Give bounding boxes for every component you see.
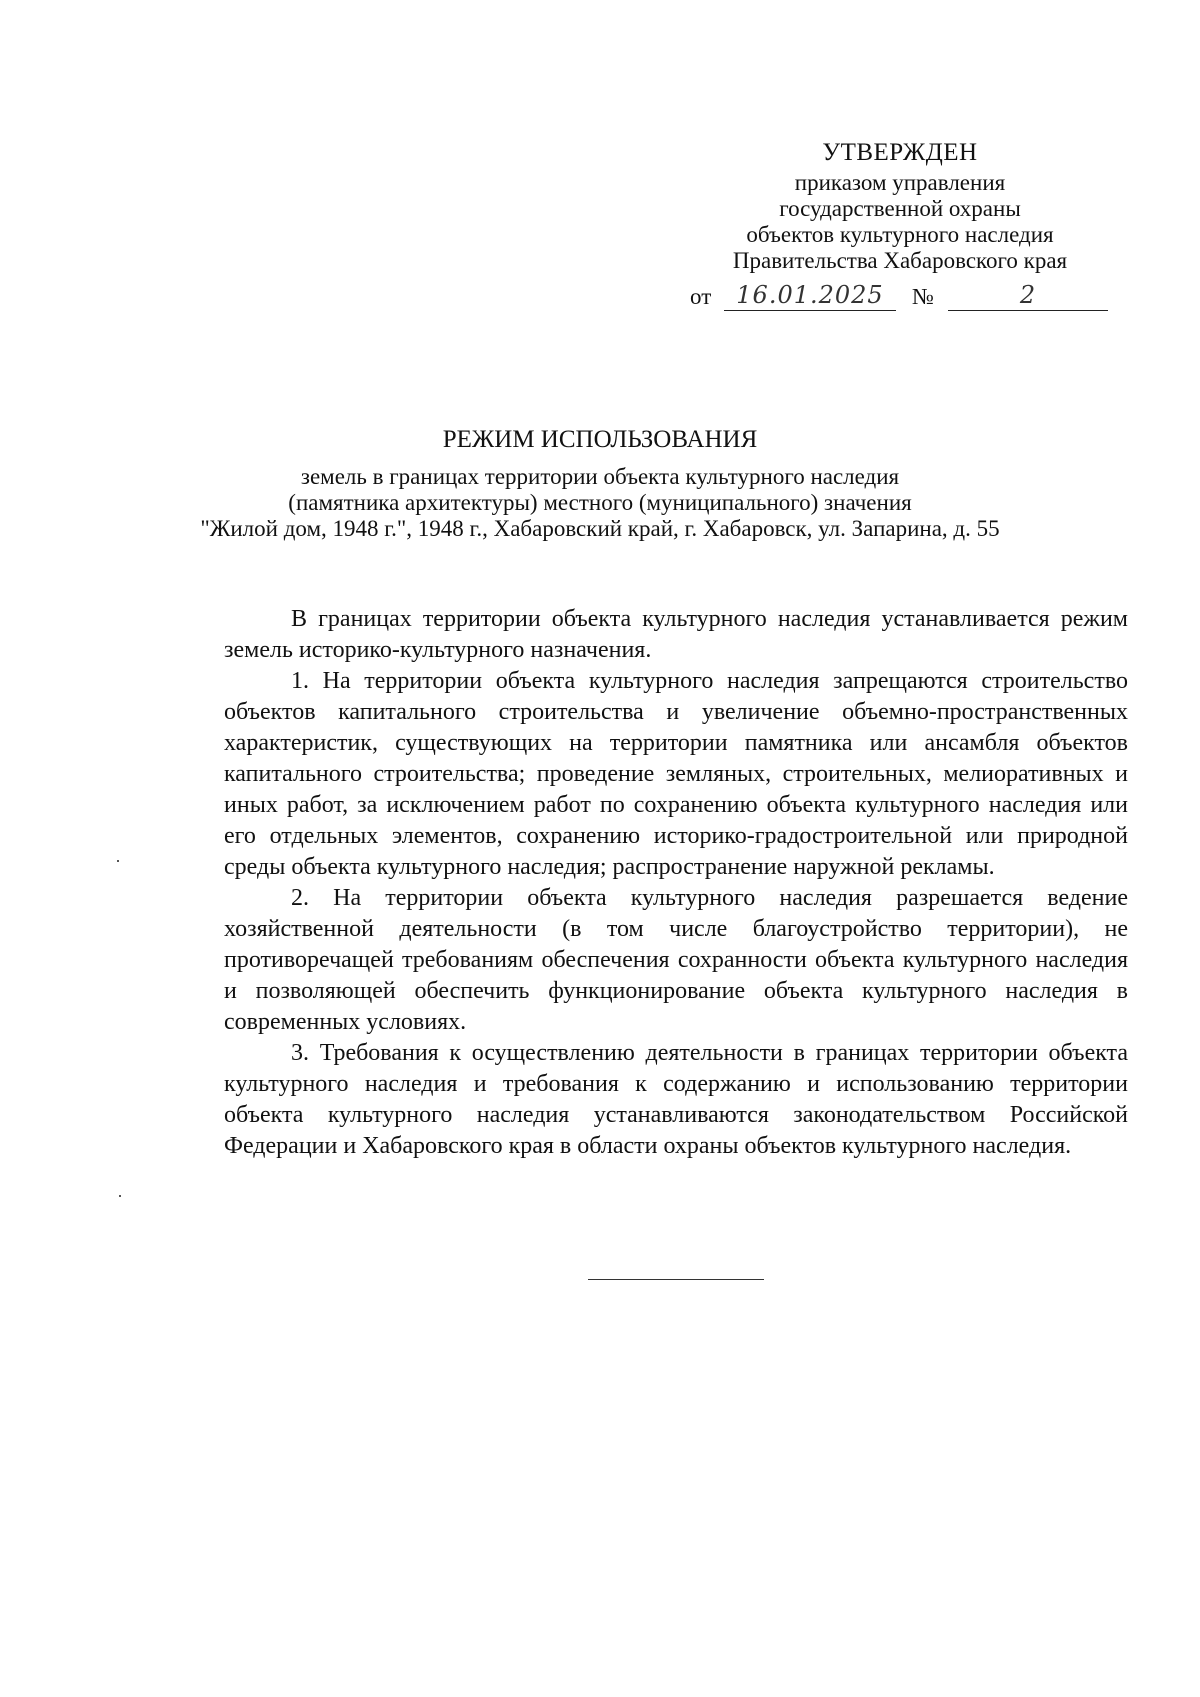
number-prefix: № [912, 284, 934, 309]
order-date-number-line [690, 280, 1110, 316]
approval-line-3: объектов культурного наследия [746, 222, 1054, 247]
approval-line-2: государственной охраны [779, 196, 1021, 221]
approval-line-1: приказом управления [794, 170, 1006, 195]
handwritten-date: 16.01.2025 [724, 280, 896, 311]
document-subtitle [200, 464, 1000, 542]
end-separator-line [588, 1279, 764, 1280]
paragraph-2: 2. На территории объекта культурного наследия разрешается ведение хозяйственной деятельности (в том числе благоустройство территории), не противоречащей требованиям обеспечения сохранности объекта культурного наследия и позволяющей обеспечить функционирование объекта культурного наследия в современных условиях. [224, 885, 1128, 1035]
approval-title: УТВЕРЖДЕН [822, 139, 978, 166]
document-body [224, 604, 1128, 1162]
approval-block [690, 136, 1110, 274]
handwritten-number: 2 [948, 280, 1108, 311]
scan-speck [117, 860, 119, 862]
paragraph-1: 1. На территории объекта культурного наследия запрещаются строительство объектов капитального строительства и увеличение объемно-пространственных характеристик, существующих на территории памятника или ансамбля объектов капитального строительства; проведение земляных, строительных, мелиоративных и иных работ, за исключением работ по сохранению объекта культурного наследия или его отдельных элементов, сохранению историко-градостроительной или природной среды объекта культурного наследия; распространение наружной рекламы. [224, 668, 1128, 880]
paragraph-3: 3. Требования к осуществлению деятельности в границах территории объекта культурного наследия и требования к содержанию и использованию территории объекта культурного наследия устанавливаются законодательством Российской Федерации и Хабаровского края в области охраны объектов культурного наследия. [224, 1040, 1128, 1159]
date-prefix: от [690, 284, 712, 309]
subtitle-line-1: земель в границах территории объекта культурного наследия [300, 464, 900, 489]
subtitle-line-2: (памятника архитектуры) местного (муниципального) значения [288, 490, 912, 515]
scan-speck [119, 1195, 121, 1197]
paragraph-intro: В границах территории объекта культурного наследия устанавливается режим земель историко-культурного назначения. [224, 606, 1128, 663]
document-title: РЕЖИМ ИСПОЛЬЗОВАНИЯ [442, 426, 758, 453]
approval-line-4: Правительства Хабаровского края [732, 248, 1068, 273]
subtitle-line-3: "Жилой дом, 1948 г.", 1948 г., Хабаровский край, г. Хабаровск, ул. Запарина, д. 55 [200, 516, 1000, 541]
